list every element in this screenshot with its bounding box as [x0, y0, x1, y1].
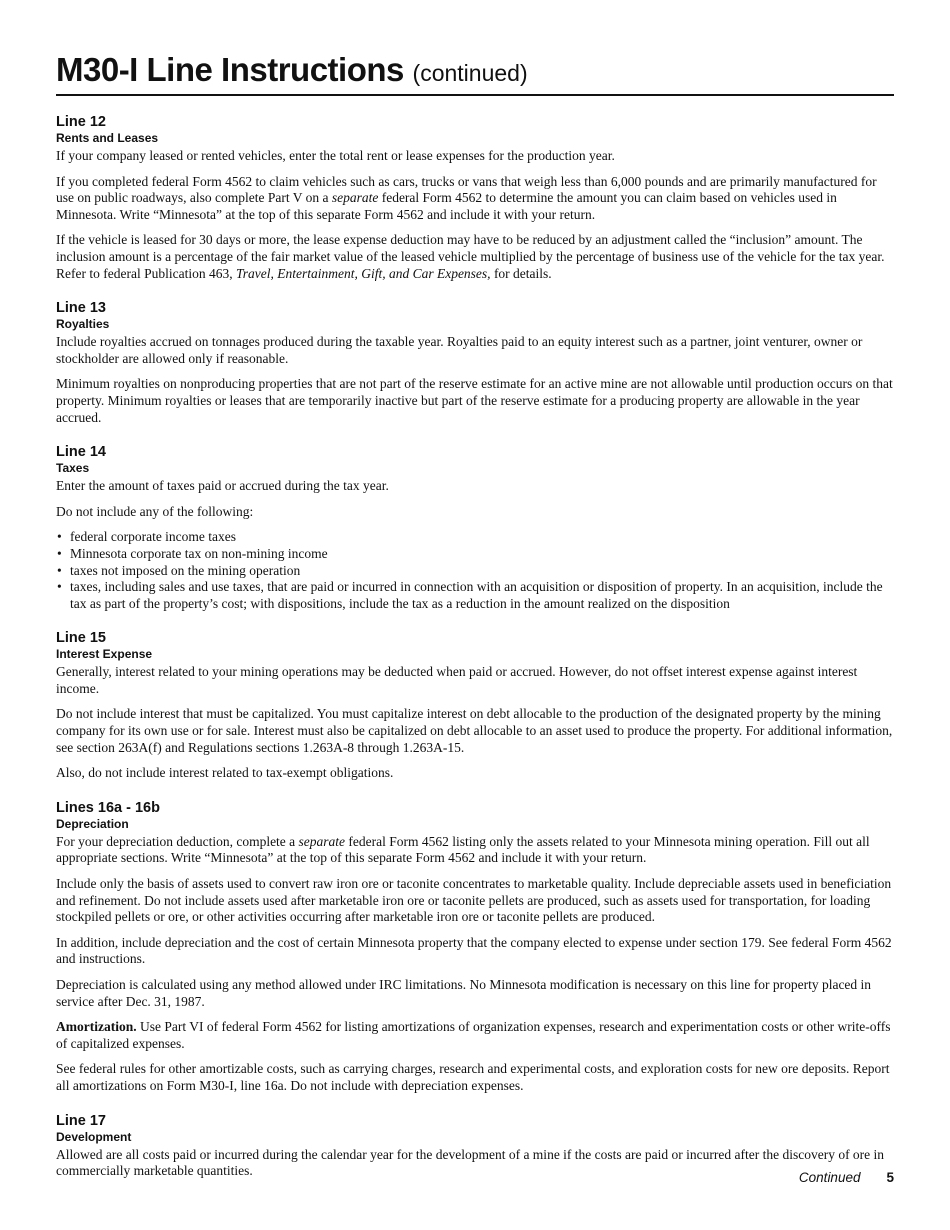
paragraph: If you completed federal Form 4562 to claim vehicles such as cars, trucks or vans that weigh less than 6,000 pounds and are primarily manufactured for use on public roadways, also complete Part V on a separate federal Form 4562 to determine the amount you can claim based on vehicles used in Minnesota. Write “Minnesota” at the top of this separate Form 4562 and include it with your return. [56, 173, 877, 222]
paragraph: Do not include interest that must be capitalized. You must capitalize interest on debt allocable to the production of the designated property by the mining company for its own use or for sale. Interest must also be capitalized on debt allocable to an asset used to produce the property. For additional information, see section 263A(f) and Regulations sections 1.263A-8 through 1.263A-15. [56, 706, 893, 755]
page-title-suffix: (continued) [412, 60, 528, 86]
paragraph: Include only the basis of assets used to convert raw iron ore or taconite concentrates to marketable quality. Include depreciable assets used in beneficiation and refinement. Do not include assets used after marketable iron ore or taconite pellets are produced, such as assets used for transportation, for loading stockpiled pellets or ore, or other activities occurring after marketable iron ore or taconite pellets are produced. [56, 876, 892, 925]
paragraph: Allowed are all costs paid or incurred during the calendar year for the development of a mine if the costs are paid or incurred after the discovery of ore in commercially marketable quantities. [56, 1146, 885, 1179]
list-item: • taxes, including sales and use taxes, that are paid or incurred in connection with an acquisition or disposition of property. In an acquisition, include the tax as part of the property’s cost; with dispositions, include the tax as a reduction in the amount realized on the disposition [56, 579, 894, 612]
section-heading: Lines 16a - 16b [56, 799, 160, 816]
paragraph: Enter the amount of taxes paid or accrued during the tax year. [56, 478, 389, 494]
paragraph: Include royalties accrued on tonnages produced during the taxable year. Royalties paid to an equity interest such as a partner, joint venturer, owner or stockholder are allowed only if reasonable. [56, 334, 863, 366]
paragraph: See federal rules for other amortizable costs, such as carrying charges, research and experimental costs, and exploration costs for new ore deposits. Report all amortizations on Form M30-I, line 16a. Do not include with depreciation expenses. [56, 1061, 890, 1093]
section-subheading: Interest Expense [56, 647, 153, 662]
paragraph: For your depreciation deduction, complete a separate federal Form 4562 listing only the assets related to your Minnesota mining operation. Fill out all appropriate sections. Write “Minnesota” at the top of this separate Form 4562 and include it with your return. [56, 833, 870, 866]
paragraph: Also, do not include interest related to tax-exempt obligations. [56, 765, 394, 781]
section-heading: Line 14 [56, 444, 106, 461]
section-line-14 [56, 443, 894, 612]
section-subheading: Taxes [56, 461, 90, 476]
list-item: • federal corporate income taxes [56, 529, 894, 546]
paragraph: In addition, include depreciation and the cost of certain Minnesota property that the company elected to expense under section 179. See federal Form 4562 and instructions. [56, 934, 892, 967]
section-subheading: Royalties [56, 317, 110, 332]
paragraph: Do not include any of the following: [56, 503, 254, 519]
section-line-12 [56, 113, 894, 282]
paragraph: Minimum royalties on nonproducing properties that are not part of the reserve estimate for an active mine are not allowable until production occurs on that property. Minimum royalties or leases that are temporarily inactive but part of the reserve estimate for a producing property are allowable in the year accrued. [56, 376, 893, 425]
section-heading: Line 12 [56, 114, 106, 130]
section-subheading: Development [56, 1129, 132, 1144]
list-item: • Minnesota corporate tax on non-mining income [56, 546, 894, 563]
paragraph: If your company leased or rented vehicles, enter the total rent or lease expenses for the production year. [56, 148, 615, 163]
page-number: 5 [886, 1170, 894, 1185]
page-title [56, 50, 894, 93]
section-line-13 [56, 299, 894, 426]
document-page [56, 50, 894, 1189]
list-item: • taxes not imposed on the mining operation [56, 563, 894, 580]
section-lines-16a-16b [56, 799, 894, 1095]
continued-label: Continued [798, 1170, 861, 1185]
section-heading: Line 13 [56, 300, 106, 317]
paragraph: Amortization. Use Part VI of federal Form 4562 for listing amortizations of organization expenses, research and experimentation costs or other write-offs of capitalized expenses. [56, 1019, 891, 1051]
section-heading: Line 15 [56, 630, 106, 647]
title-rule [56, 94, 894, 96]
section-subheading: Rents and Leases [56, 131, 159, 145]
section-subheading: Depreciation [56, 816, 129, 831]
paragraph: Depreciation is calculated using any method allowed under IRC limitations. No Minnesota modification is necessary on this line for property placed in service after Dec. 31, 1987. [56, 977, 872, 1009]
page-title-main: M30-I Line Instructions [56, 51, 404, 88]
page-footer [799, 1170, 894, 1185]
section-line-17 [56, 1112, 894, 1180]
paragraph: Generally, interest related to your mining operations may be deducted when paid or accrued. However, do not offset interest expense against interest income. [56, 664, 858, 696]
paragraph: If the vehicle is leased for 30 days or more, the lease expense deduction may have to be reduced by an adjustment called the “inclusion” amount. The inclusion amount is a percentage of the fair market value of the leased vehicle multiplied by the percentage of business use of the vehicle for the tax year. Refer to federal Publication 463, Travel, Entertainment, Gift, and Car Expenses, for details. [56, 232, 885, 281]
section-line-15 [56, 629, 894, 782]
bullet-list [56, 529, 894, 612]
section-heading: Line 17 [56, 1112, 106, 1129]
